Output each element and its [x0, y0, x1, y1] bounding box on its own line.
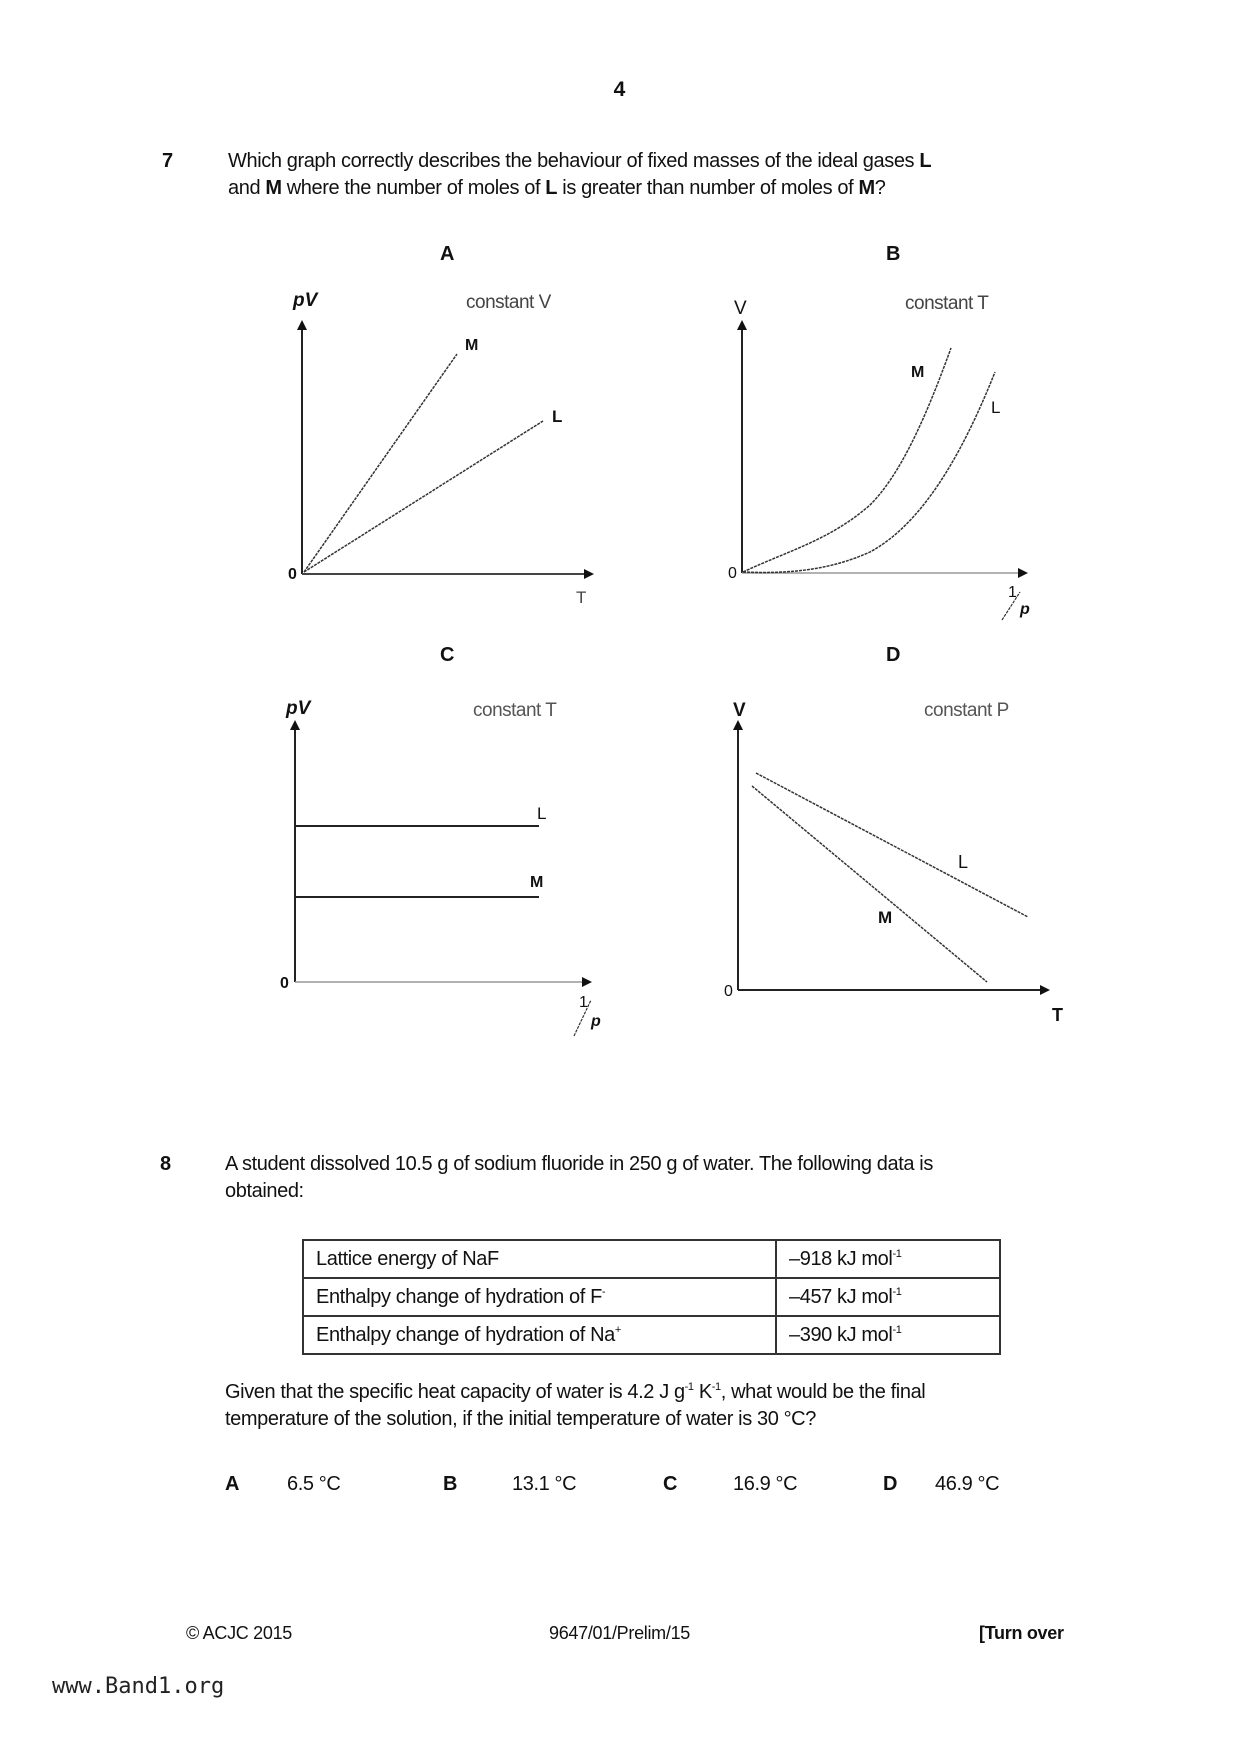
graph-c-origin: 0: [280, 975, 289, 992]
row-value: –918 kJ mol: [789, 1247, 893, 1270]
graph-c-x-axis-denominator: p: [591, 1013, 601, 1030]
option-a-letter: A: [225, 1473, 240, 1495]
graph-b-y-axis-label: V: [734, 298, 747, 319]
page-number: 4: [613, 78, 626, 101]
q8-prompt-a: Given that the specific heat capacity of water is 4.2 J g: [225, 1381, 685, 1403]
graph-d-condition: constant P: [924, 700, 1009, 721]
graph-b-origin: 0: [728, 565, 737, 582]
graph-b-label: B: [886, 243, 901, 265]
table-cell-value: [776, 1278, 1000, 1316]
unit-exponent: -1: [892, 1323, 902, 1336]
exponent: -1: [711, 1381, 721, 1393]
graph-c-condition: constant T: [473, 700, 557, 721]
table-cell-value: [776, 1240, 1000, 1278]
q7-line2-g: ?: [874, 177, 886, 199]
option-b-value: 13.1 °C: [512, 1473, 577, 1495]
graph-b-x-axis-numerator: 1: [1008, 584, 1017, 601]
graph-d-y-axis-label: V: [733, 700, 746, 721]
table-row: [303, 1316, 1000, 1354]
q8-intro-line2: obtained:: [225, 1180, 304, 1202]
graph-b-x-axis-denominator: p: [1020, 601, 1030, 618]
graph-c: [295, 722, 591, 1036]
question-8-intro: [225, 1151, 1095, 1205]
table-cell-label: [303, 1316, 776, 1354]
graph-a-condition: constant V: [466, 292, 551, 313]
table-row: [303, 1240, 1000, 1278]
graph-c-line-l-label: L: [537, 804, 547, 823]
footer-copyright: © ACJC 2015: [186, 1623, 293, 1643]
graph-a-label: A: [440, 243, 455, 265]
graph-d-origin: 0: [724, 983, 733, 1000]
graph-d: [738, 722, 1048, 990]
graph-a-line-m-label: M: [465, 337, 479, 354]
gas-m-label: M: [265, 177, 282, 199]
question-7-number: 7: [162, 150, 174, 172]
table-row: [303, 1278, 1000, 1316]
table-cell-value: [776, 1316, 1000, 1354]
graph-d-label: D: [886, 644, 901, 666]
unit-exponent: -1: [892, 1285, 902, 1298]
q7-line2-e: is greater than number of moles of: [557, 177, 859, 199]
gas-l-label: L: [545, 177, 558, 199]
ion-charge: -: [601, 1285, 606, 1298]
option-d-value: 46.9 °C: [935, 1473, 1000, 1495]
row-label: Enthalpy change of hydration of F: [316, 1285, 602, 1308]
q7-line2-c: where the number of moles of: [281, 177, 546, 199]
graph-a-x-axis-label: T: [576, 588, 587, 607]
graph-a-y-axis-label: pV: [293, 290, 318, 311]
q7-line2-a: and: [228, 177, 266, 199]
unit-exponent: -1: [892, 1247, 902, 1260]
question-8-prompt: [225, 1379, 1095, 1433]
graph-b-curve-l-label: L: [991, 398, 1001, 417]
graph-c-line-m-label: M: [530, 874, 544, 891]
line-l: [756, 773, 1028, 917]
row-label: Enthalpy change of hydration of Na: [316, 1323, 615, 1346]
energy-data-table: [302, 1239, 1001, 1355]
graph-d-x-axis-label: T: [1052, 1005, 1063, 1025]
exponent: -1: [684, 1381, 694, 1393]
graph-d-line-l-label: L: [958, 852, 969, 872]
row-value: –457 kJ mol: [789, 1285, 893, 1308]
graph-b-curve-m-label: M: [911, 364, 925, 381]
gas-l-label: L: [919, 150, 932, 172]
line-m: [304, 354, 457, 572]
q7-line1: Which graph correctly describes the behaviour of fixed masses of the ideal gases: [228, 150, 920, 172]
curve-l: [743, 372, 995, 572]
footer-turn-over: [Turn over: [979, 1623, 1064, 1643]
option-c-letter: C: [663, 1473, 678, 1495]
line-m: [752, 786, 987, 982]
q8-prompt-b: K: [693, 1381, 712, 1403]
footer-paper-code: 9647/01/Prelim/15: [549, 1623, 690, 1643]
graph-c-label: C: [440, 644, 455, 666]
table-cell-label: [303, 1278, 776, 1316]
q8-prompt-c: , what would be the final: [720, 1381, 926, 1403]
option-d-letter: D: [883, 1473, 898, 1495]
line-l: [304, 421, 543, 572]
ion-charge: +: [614, 1323, 621, 1336]
question-8-number: 8: [160, 1153, 172, 1175]
q8-intro-line1: A student dissolved 10.5 g of sodium fluoride in 250 g of water. The following data is: [225, 1153, 933, 1175]
graph-b-condition: constant T: [905, 293, 989, 314]
graph-b: [742, 322, 1026, 620]
table-cell-label: [303, 1240, 776, 1278]
graph-d-line-m-label: M: [878, 908, 893, 927]
graph-a-line-l-label: L: [552, 407, 563, 426]
watermark: www.Band1.org: [52, 1674, 225, 1699]
option-a-value: 6.5 °C: [287, 1473, 341, 1495]
graph-c-y-axis-label: pV: [286, 698, 311, 719]
row-value: –390 kJ mol: [789, 1323, 893, 1346]
graph-a: [302, 322, 592, 574]
graph-a-origin: 0: [288, 566, 297, 583]
graph-c-x-axis-numerator: 1: [579, 994, 588, 1011]
row-label: Lattice energy of NaF: [316, 1247, 499, 1270]
q8-prompt-line2: temperature of the solution, if the initial temperature of water is 30 °C?: [225, 1408, 816, 1430]
option-c-value: 16.9 °C: [733, 1473, 798, 1495]
option-b-letter: B: [443, 1473, 458, 1495]
gas-m-label: M: [858, 177, 875, 199]
